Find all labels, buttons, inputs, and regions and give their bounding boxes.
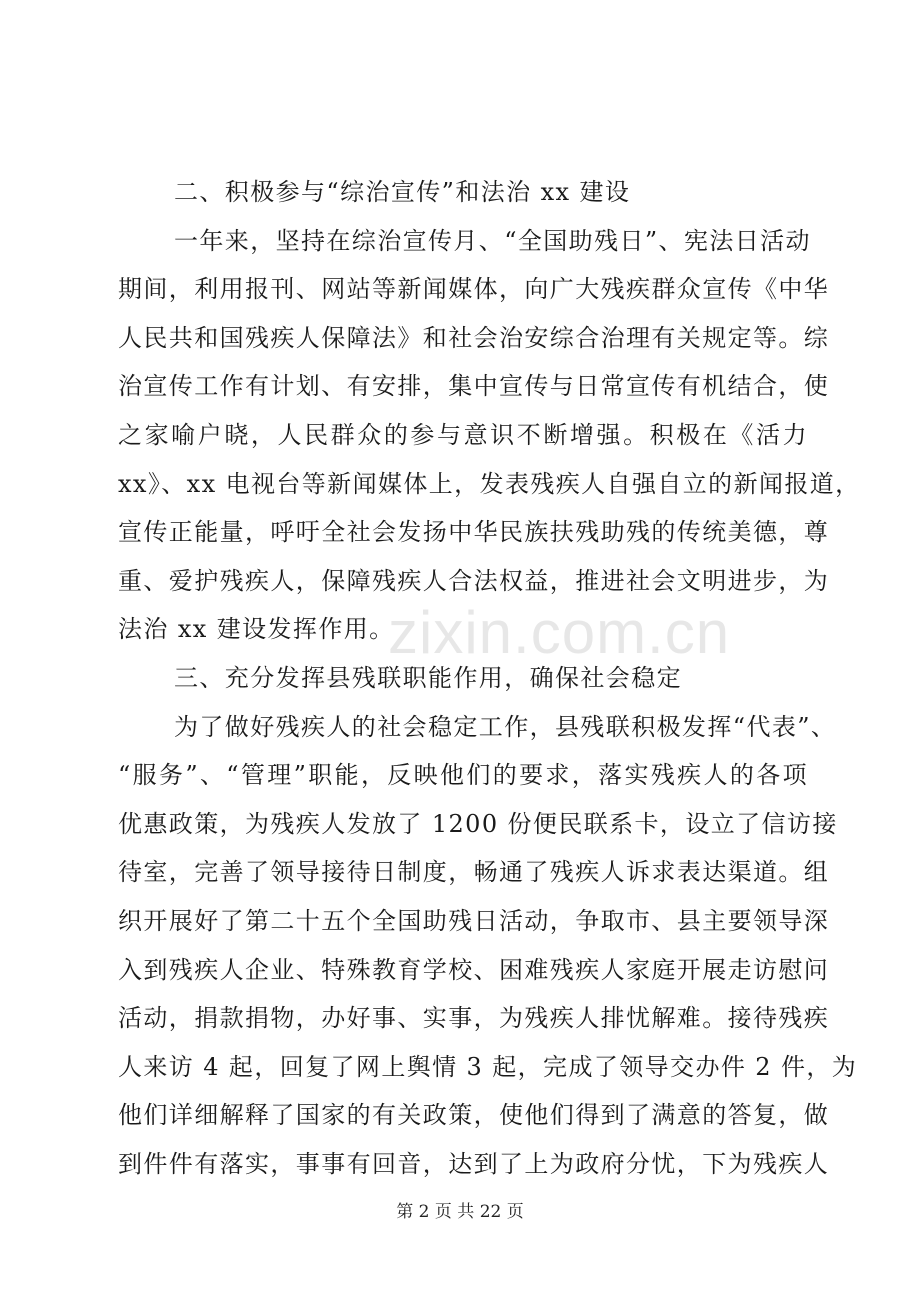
paragraph-line: 治宣传工作有计划、有安排，集中宣传与日常宣传有机结合，使 (118, 372, 830, 401)
paragraph-line: 人来访 4 起，回复了网上舆情 3 起，完成了领导交办件 2 件，为 (118, 1052, 858, 1081)
paragraph-line: 入到残疾人企业、特殊教育学校、困难残疾人家庭开展走访慰问 (118, 955, 830, 984)
paragraph-line: 期间，利用报刊、网站等新闻媒体，向广大残疾群众宣传《中华 (118, 275, 830, 304)
paragraph-line: 待室，完善了领导接待日制度，畅通了残疾人诉求表达渠道。组 (118, 858, 830, 887)
paragraph-line: 为了做好残疾人的社会稳定工作，县残联积极发挥“代表”、 (174, 712, 837, 741)
paragraph-line: 他们详细解释了国家的有关政策，使他们得到了满意的答复，做 (118, 1101, 830, 1130)
paragraph-line: 一年来，坚持在综治宣传月、“全国助残日”、宪法日活动 (174, 226, 811, 255)
paragraph-line: 活动，捐款捐物，办好事、实事，为残疾人排忧解难。接待残疾 (118, 1004, 830, 1033)
watermark-text: zixin.com.cn (388, 599, 731, 666)
paragraph-line: 优惠政策，为残疾人发放了 1200 份便民联系卡，设立了信访接 (118, 809, 838, 838)
paragraph-line: 之家喻户晓，人民群众的参与意识不断增强。积极在《活力 (118, 420, 808, 449)
paragraph-line: 宣传正能量，呼吁全社会发扬中华民族扶残助残的传统美德，尊 (118, 518, 830, 547)
paragraph-line: 到件件有落实，事事有回音，达到了上为政府分忧，下为残疾人 (118, 1149, 830, 1178)
document-body (118, 168, 861, 1188)
paragraph-line: 人民共和国残疾人保障法》和社会治安综合治理有关规定等。综 (118, 323, 830, 352)
page-number-footer: 第 2 页 共 22 页 (396, 1202, 524, 1222)
paragraph-line: 重、爱护残疾人，保障残疾人合法权益，推进社会文明进步，为 (118, 566, 830, 595)
paragraph-line: 法治 xx 建设发挥作用。 (118, 615, 395, 644)
section-heading: 二、积极参与“综治宣传”和法治 xx 建设 (174, 178, 631, 206)
paragraph-line: “服务”、“管理”职能，反映他们的要求，落实残疾人的各项 (118, 761, 808, 790)
paragraph-line: 织开展好了第二十五个全国助残日活动，争取市、县主要领导深 (118, 906, 830, 935)
paragraph-line: xx》、xx 电视台等新闻媒体上，发表残疾人自强自立的新闻报道， (118, 469, 861, 498)
section-heading: 三、充分发挥县残联职能作用，确保社会稳定 (174, 663, 682, 692)
